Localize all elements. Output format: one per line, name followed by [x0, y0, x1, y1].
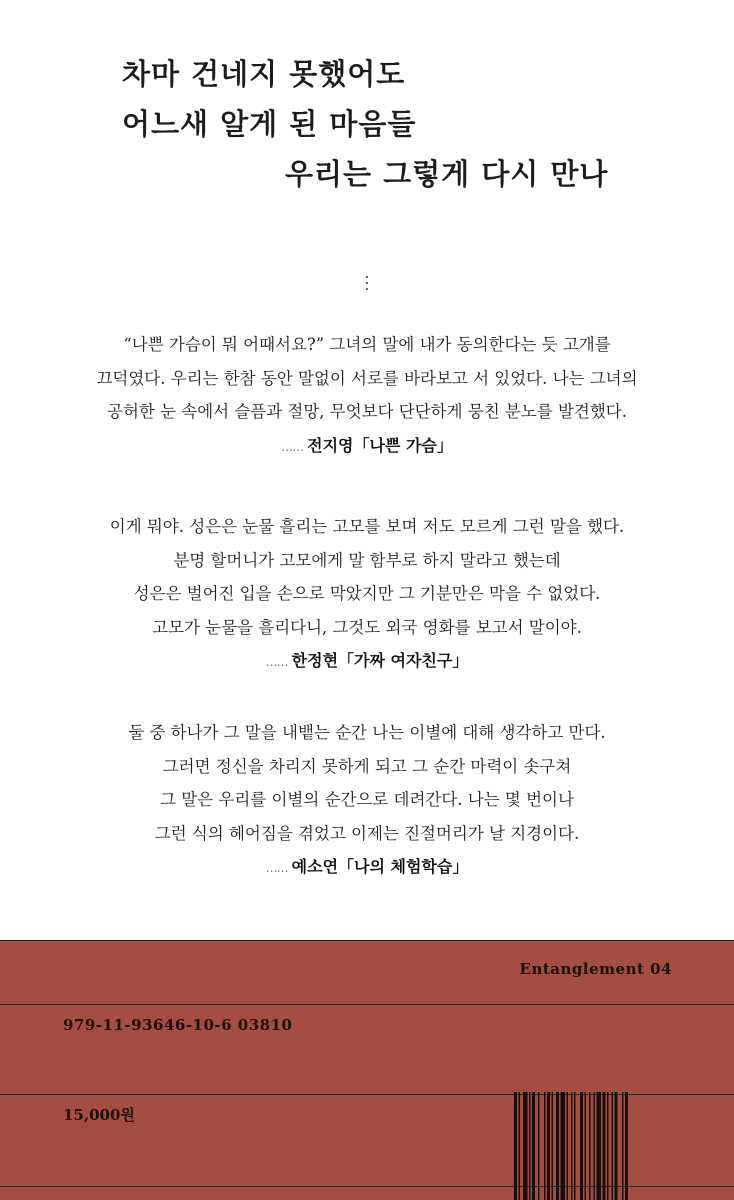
excerpt-line: 공허한 눈 속에서 슬픔과 절망, 무엇보다 단단하게 뭉친 분노를 발견했다.	[107, 402, 627, 421]
citation-ellipsis: ……	[281, 439, 304, 454]
excerpt-line: “나쁜 가슴이 뭐 어때서요?” 그녀의 말에 내가 동의한다는 듯 고개를	[123, 335, 611, 354]
headline-line-3: 우리는 그렇게 다시 만나	[285, 157, 609, 191]
series-label: Entanglement 04	[519, 960, 672, 978]
excerpt-line: 이게 뭐야. 성은은 눈물 흘리는 고모를 보며 저도 모르게 그런 말을 했다.	[109, 517, 625, 536]
citation-ellipsis: ……	[265, 655, 288, 669]
footer-band	[0, 940, 734, 1200]
divider	[0, 1004, 734, 1005]
citation-text: 예소연「나의 체험학습」	[291, 857, 469, 876]
headline-line-1: 차마 건네지 못했어도	[122, 57, 406, 91]
excerpt-citation	[0, 429, 734, 464]
excerpt-line: 그 말은 우리를 이별의 순간으로 데려간다. 나는 몇 번이나	[160, 790, 574, 809]
excerpt-line: 둘 중 하나가 그 말을 내뱉는 순간 나는 이별에 대해 생각하고 만다.	[128, 723, 606, 742]
excerpt-line: 성은은 벌어진 입을 손으로 막았지만 그 기분만은 막을 수 없었다.	[133, 584, 601, 603]
divider	[0, 940, 734, 941]
excerpt-3	[0, 716, 734, 885]
excerpt-citation	[0, 850, 734, 885]
excerpt-citation	[0, 644, 734, 679]
excerpt-2	[0, 510, 734, 679]
citation-ellipsis: ……	[265, 861, 288, 875]
citation-text: 한정현「가짜 여자친구」	[291, 651, 469, 670]
excerpt-1	[0, 328, 734, 464]
barcode-icon	[514, 1092, 674, 1200]
excerpt-line: 분명 할머니가 고모에게 말 함부로 하지 말라고 했는데	[173, 550, 561, 570]
vertical-ellipsis-divider	[363, 276, 371, 294]
excerpt-line: 그런 식의 헤어짐을 겪었고 이제는 진절머리가 날 지경이다.	[154, 823, 580, 843]
excerpt-line: 그러면 정신을 차리지 못하게 되고 그 순간 마력이 솟구쳐	[162, 756, 572, 776]
price-label: 15,000원	[63, 1106, 135, 1124]
headline-line-2: 어느새 알게 된 마음들	[122, 107, 417, 141]
excerpt-line: 고모가 눈물을 흘리다니, 그것도 외국 영화를 보고서 말이야.	[152, 617, 582, 637]
citation-text: 전지영「나쁜 가슴」	[307, 435, 453, 455]
excerpt-line: 끄덕였다. 우리는 한참 동안 말없이 서로를 바라보고 서 있었다. 나는 그녀의	[96, 368, 638, 388]
isbn-number: 979-11-93646-10-6 03810	[63, 1016, 293, 1034]
